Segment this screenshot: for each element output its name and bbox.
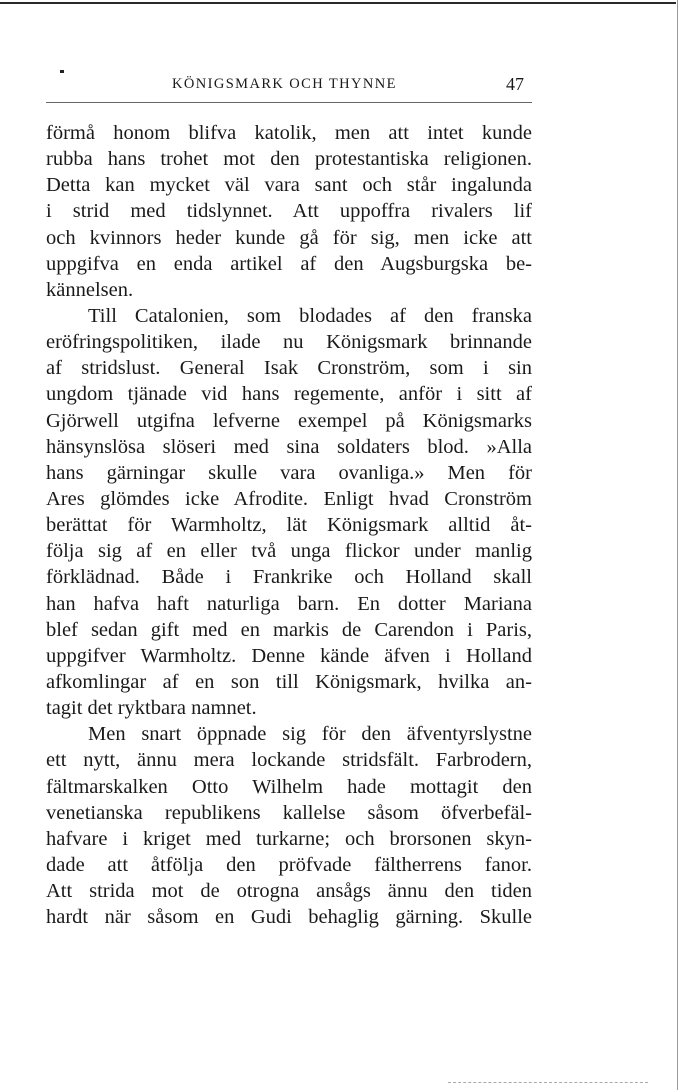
text-line: af stridslust. General Isak Cronström, som i sin <box>46 357 532 380</box>
text-line: hänsynslösa slöseri med sina soldaters blod. »Alla <box>46 435 532 458</box>
text-line: hans gärningar skulle vara ovanliga.» Men för <box>46 461 532 484</box>
text-line: hafvare i kriget med turkarne; och brorsonen skyn- <box>46 827 532 850</box>
text-line: han hafva haft naturliga barn. En dotter Mariana <box>46 592 532 615</box>
text-line: rubba hans trohet mot den protestantiska religionen. <box>46 148 532 171</box>
text-line: Till Catalonien, som blodades af den franska <box>88 304 532 327</box>
scan-top-edge <box>0 2 676 4</box>
text-line: hardt när såsom en Gudi behaglig gärning. Skulle <box>46 906 532 929</box>
ink-mark <box>60 70 64 73</box>
text-line: fältmarskalken Otto Wilhelm hade mottagit den <box>46 775 532 798</box>
running-head: KÖNIGSMARK OCH THYNNE <box>172 76 397 92</box>
text-line: afkomlingar af en son till Königsmark, hvilka an- <box>46 670 532 693</box>
text-line: Att strida mot de otrogna ansågs ännu den tiden <box>46 880 532 903</box>
text-line: berättat för Warmholtz, lät Königsmark alltid åt- <box>46 514 532 537</box>
text-line: uppgifver Warmholtz. Denne kände äfven i Holland <box>46 644 532 667</box>
text-line: Detta kan mycket väl vara sant och står ingalunda <box>46 174 532 197</box>
text-line: dade att åtfölja den pröfvade fältherrens fanor. <box>46 853 532 876</box>
text-line: tagit det ryktbara namnet. <box>46 697 257 720</box>
text-line: Ares glömdes icke Afrodite. Enligt hvad Cronström <box>46 487 532 510</box>
scan-right-edge <box>677 0 678 1090</box>
header-rule <box>46 102 532 103</box>
text-line: i strid med tidslynnet. Att uppoffra rivalers lif <box>46 200 532 223</box>
text-line: uppgifva en enda artikel af den Augsburgska be- <box>46 252 532 275</box>
text-line: kännelsen. <box>46 278 134 301</box>
text-line: eröfringspolitiken, ilade nu Königsmark brinnande <box>46 331 532 354</box>
text-line: och kvinnors heder kunde gå för sig, men icke att <box>46 226 532 249</box>
text-line: blef sedan gift med en markis de Carendon i Paris, <box>46 618 532 641</box>
text-line: ett nytt, ännu mera lockande stridsfält. Farbrodern, <box>46 749 532 772</box>
page-number: 47 <box>506 74 524 94</box>
scan-bottom-edge <box>448 1082 648 1084</box>
text-line: förmå honom blifva katolik, men att intet kunde <box>46 122 532 144</box>
body-text <box>46 120 532 930</box>
text-line: förklädnad. Både i Frankrike och Holland skall <box>46 566 532 589</box>
text-line: ungdom tjänade vid hans regemente, anför i sitt af <box>46 383 532 406</box>
text-line: venetianska republikens kallelse såsom öfverbefäl- <box>46 801 532 824</box>
text-line: Men snart öppnade sig för den äfventyrslystne <box>88 723 532 746</box>
text-line: Gjörwell utgifna lefverne exempel på Königsmarks <box>46 409 532 432</box>
text-line: följa sig af en eller två unga flickor under manlig <box>46 540 532 563</box>
